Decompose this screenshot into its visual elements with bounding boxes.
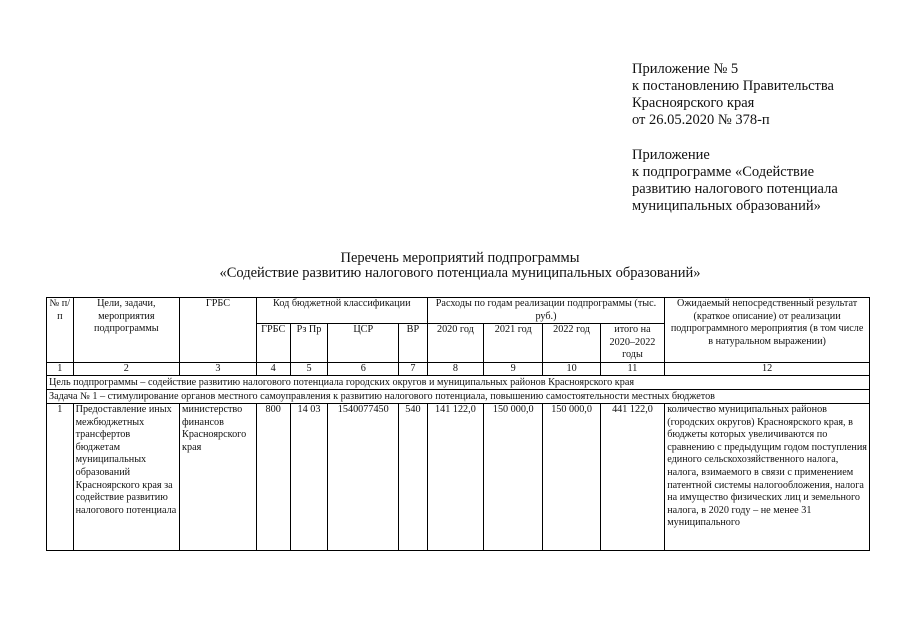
- header-budget-code: Код бюджетной классификации: [256, 298, 427, 324]
- table-header-row: [47, 298, 870, 324]
- header-goals: Цели, задачи, мероприятия подпрограммы: [73, 298, 179, 363]
- document-title: Перечень мероприятий подпрограммы: [340, 250, 580, 266]
- column-number: 10: [543, 362, 600, 375]
- appendix-5-heading: [632, 61, 834, 129]
- subprogram-task: Задача № 1 – стимулирование органов местного самоуправления к развитию налогового потенциала, повышению самостоятельности местных бюджетов: [47, 389, 870, 403]
- column-number-row: [47, 362, 870, 375]
- column-number: 8: [427, 362, 483, 375]
- header-grbs: ГРБС: [180, 298, 257, 363]
- column-number: 9: [484, 362, 543, 375]
- goal-row: [47, 375, 870, 389]
- vr-code: 540: [399, 403, 428, 550]
- table-row: [47, 403, 870, 550]
- appendix-line: к постановлению Правительства: [632, 78, 834, 94]
- header-total: итого на 2020–2022 годы: [600, 324, 664, 363]
- column-number: 4: [256, 362, 290, 375]
- header-2020: 2020 год: [427, 324, 483, 363]
- rzpr-code: 14 03: [290, 403, 328, 550]
- header-rzpr: Рз Пр: [290, 324, 328, 363]
- grbs-name: министерство финансов Красноярского края: [180, 403, 257, 550]
- column-number: 7: [399, 362, 428, 375]
- header-num: № п/п: [47, 298, 74, 363]
- header-csr: ЦСР: [328, 324, 399, 363]
- column-number: 1: [47, 362, 74, 375]
- expense-2020: 141 122,0: [427, 403, 483, 550]
- csr-code: 1540077450: [328, 403, 399, 550]
- appendix-line: Приложение № 5: [632, 61, 739, 77]
- appendix-line: Приложение: [632, 147, 710, 163]
- appendix-line: муниципальных образований»: [632, 198, 821, 214]
- column-number: 3: [180, 362, 257, 375]
- expense-2022: 150 000,0: [543, 403, 600, 550]
- column-number: 12: [665, 362, 870, 375]
- header-2022: 2022 год: [543, 324, 600, 363]
- header-grbs-code: ГРБС: [256, 324, 290, 363]
- column-number: 5: [290, 362, 328, 375]
- expense-2021: 150 000,0: [484, 403, 543, 550]
- header-vr: ВР: [399, 324, 428, 363]
- row-number: 1: [47, 403, 74, 550]
- column-number: 11: [600, 362, 664, 375]
- grbs-code: 800: [256, 403, 290, 550]
- header-2021: 2021 год: [484, 324, 543, 363]
- appendix-line: Красноярского края: [632, 95, 755, 111]
- header-result: Ожидаемый непосредственный результат (краткое описание) от реализации подпрограммного мероприятия (в том числе в натуральном выражении): [665, 298, 870, 363]
- task-row: [47, 389, 870, 403]
- expected-result: количество муниципальных районов (городских округов) Красноярского края, в бюджеты которых увеличиваются по сравнению с предыдущим годом поступления единого сельскохозяйственного налога, налога, взимаемого в связи с применением патентной системы налогообложения, налога на имущество физических лиц и земельного налога, в 2020 году – не менее 31 муниципального: [665, 403, 870, 550]
- subprogram-goal: Цель подпрограммы – содействие развитию налогового потенциала городских округов и муниципальных районов Красноярского края: [47, 375, 870, 389]
- column-number: 6: [328, 362, 399, 375]
- activity-description: Предоставление иных межбюджетных трансфертов бюджетам муниципальных образований Красноярского края за содействие развитию налогового потенциала: [73, 403, 179, 550]
- appendix-line: развитию налогового потенциала: [632, 181, 838, 197]
- subprogram-appendix-heading: [632, 147, 838, 215]
- expense-total: 441 122,0: [600, 403, 664, 550]
- header-expenses: Расходы по годам реализации подпрограммы (тыс. руб.): [427, 298, 664, 324]
- activities-table: [46, 297, 870, 551]
- appendix-line: к подпрограмме «Содействие: [632, 164, 815, 180]
- document-subtitle: «Содействие развитию налогового потенциала муниципальных образований»: [219, 265, 701, 281]
- column-number: 2: [73, 362, 179, 375]
- appendix-line: от 26.05.2020 № 378-п: [632, 112, 770, 128]
